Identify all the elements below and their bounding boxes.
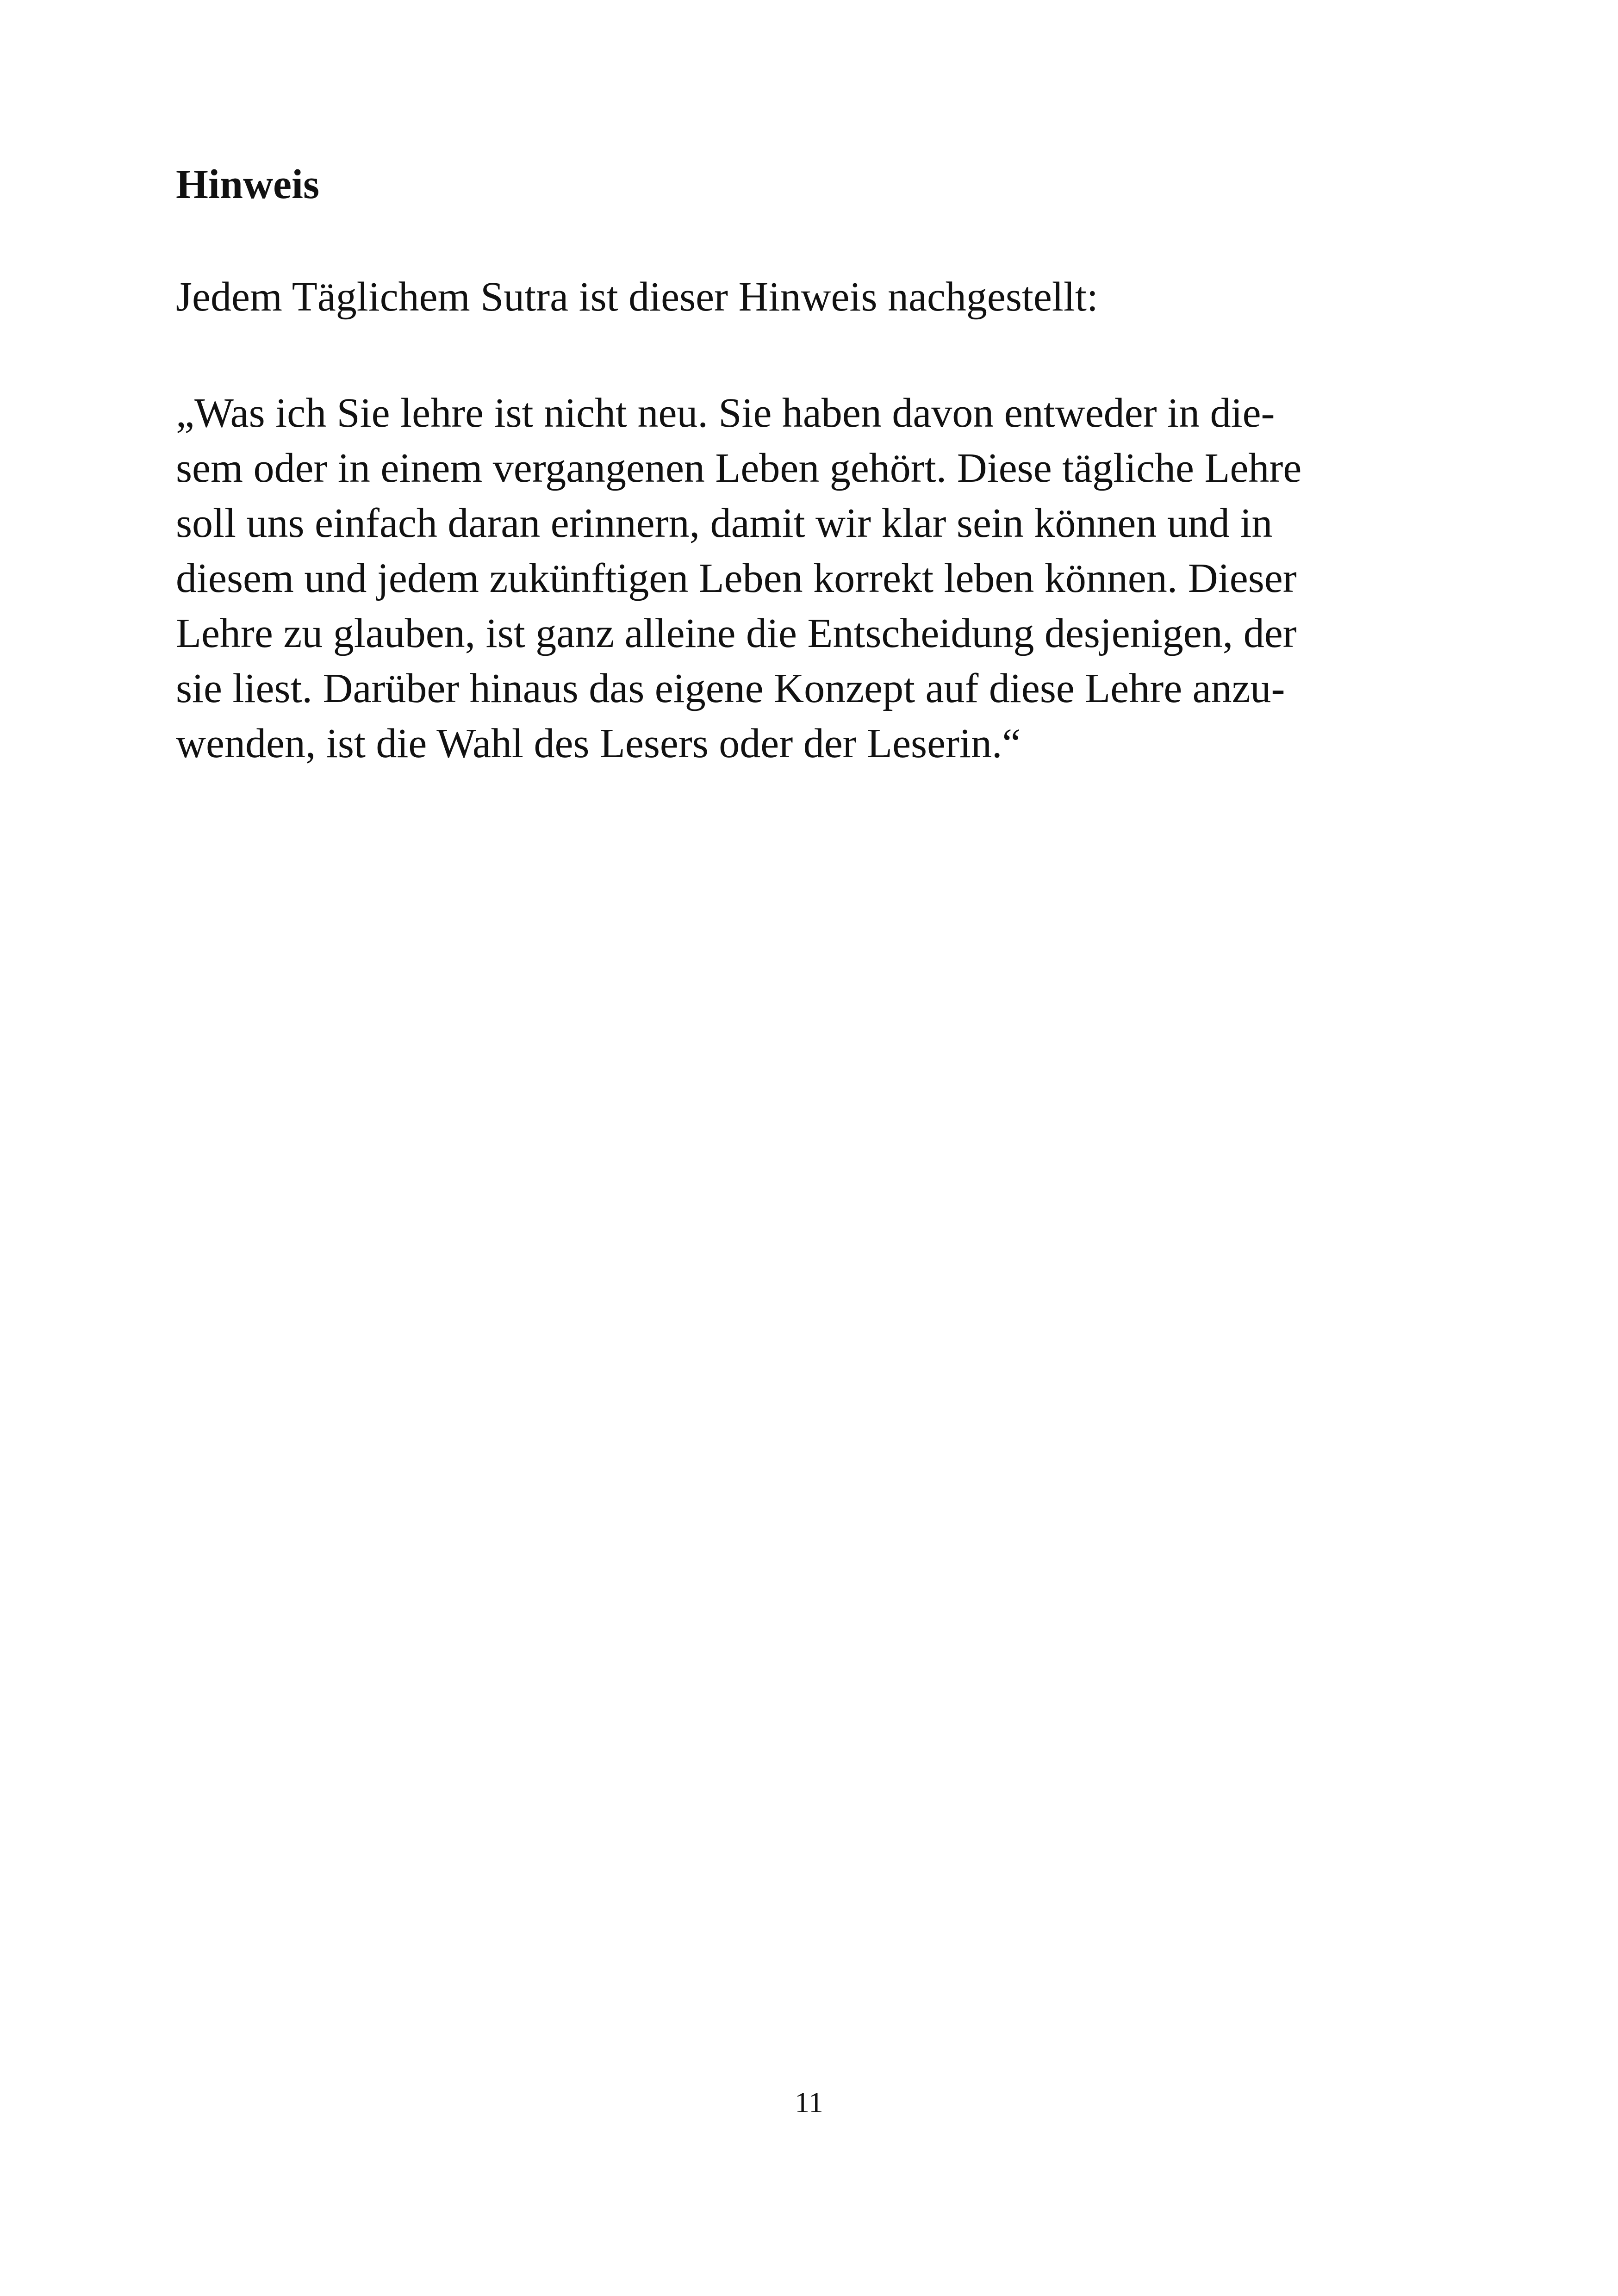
quote-line: „Was ich Sie lehre ist nicht neu. Sie haben davon entweder in die- [176,390,1275,436]
quote-paragraph [176,386,1425,771]
intro-paragraph: Jedem Täglichem Sutra ist dieser Hinweis nachgestellt: [176,274,1098,320]
quote-line: sie liest. Darüber hinaus das eigene Konzept auf diese Lehre anzu- [176,666,1285,711]
quote-line: wenden, ist die Wahl des Lesers oder der Leserin.“ [176,721,1021,766]
quote-line: diesem und jedem zukünftigen Leben korrekt leben können. Dieser [176,555,1297,601]
quote-line: sem oder in einem vergangenen Leben gehört. Diese tägliche Lehre [176,445,1302,491]
page-number: 11 [795,2086,823,2119]
section-heading: Hinweis [176,162,320,207]
quote-line: Lehre zu glauben, ist ganz alleine die Entscheidung desjenigen, der [176,610,1297,656]
quote-line: soll uns einfach daran erinnern, damit wir klar sein können und in [176,500,1273,546]
